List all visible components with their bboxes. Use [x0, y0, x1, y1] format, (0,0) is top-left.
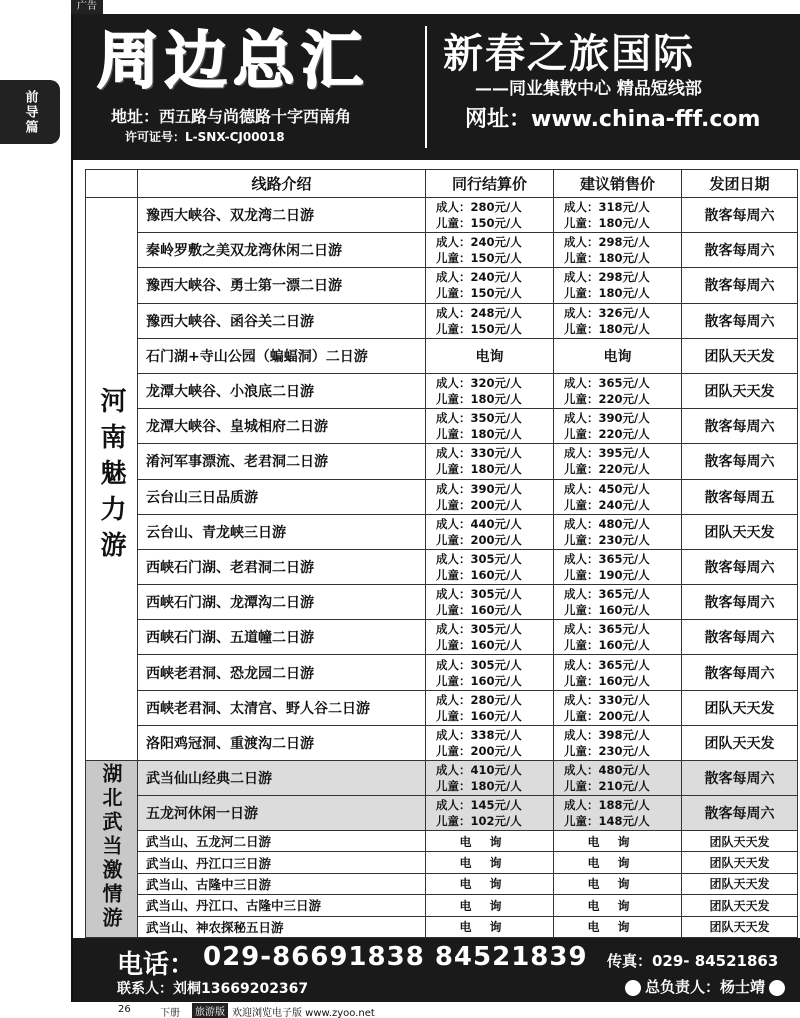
trade-price: [426, 690, 554, 725]
child-trade-price: 儿童：200元/人: [436, 532, 522, 547]
child-retail-price: 儿童：180元/人: [564, 251, 650, 266]
child-trade-price: 儿童：150元/人: [436, 286, 522, 301]
child-retail-price: 儿童：230元/人: [564, 743, 650, 758]
child-retail-price: 儿童：200元/人: [564, 708, 650, 723]
adult-retail-price: 成人：298元/人: [564, 235, 650, 250]
route-name: 豫西大峡谷、函谷关二日游: [138, 303, 426, 338]
adult-retail-price: 成人：480元/人: [564, 763, 650, 777]
table-row: [86, 479, 798, 514]
departure-schedule: 散客每周六: [682, 796, 798, 831]
route-name: 五龙河休闲一日游: [138, 796, 426, 831]
child-trade-price: 儿童：160元/人: [436, 673, 522, 688]
header-right: [429, 14, 800, 160]
route-name: 龙潭大峡谷、皇城相府二日游: [138, 409, 426, 444]
retail-price: [554, 303, 682, 338]
route-name: 龙潭大峡谷、小浪底二日游: [138, 373, 426, 408]
trade-price-inquiry: 电询: [426, 831, 554, 852]
fax-number: 传真：029- 84521863: [607, 952, 779, 970]
route-name: 淆河军事漂流、老君洞二日游: [138, 444, 426, 479]
fist-icon: [769, 980, 785, 996]
route-name: 西峡老君洞、太清宫、野人谷二日游: [138, 690, 426, 725]
route-name: 武当山、五龙河二日游: [138, 831, 426, 852]
table-row: [86, 725, 798, 760]
table-row: [86, 831, 798, 852]
logo-title: 周边总汇: [97, 24, 370, 97]
table-header-row: [86, 170, 798, 198]
table-row: [86, 444, 798, 479]
header-region: [86, 170, 138, 198]
departure-schedule: 团队天天发: [682, 725, 798, 760]
retail-price-inquiry: 电询: [554, 916, 682, 937]
child-retail-price: 儿童：220元/人: [564, 427, 650, 442]
ad-tag: 广告: [71, 0, 103, 14]
child-trade-price: 儿童：200元/人: [436, 743, 522, 758]
route-name: 武当仙山经典二日游: [138, 761, 426, 796]
child-trade-price: 儿童：200元/人: [436, 497, 522, 512]
route-name: 西峡石门湖、老君洞二日游: [138, 549, 426, 584]
adult-trade-price: 成人：410元/人: [436, 763, 522, 777]
adult-retail-price: 成人：395元/人: [564, 446, 650, 461]
trade-price: [426, 796, 554, 831]
route-name: 云台山、青龙峡三日游: [138, 514, 426, 549]
trade-price: [426, 655, 554, 690]
retail-price: [554, 444, 682, 479]
trade-price: [426, 514, 554, 549]
table-row: [86, 585, 798, 620]
trade-price: [426, 725, 554, 760]
trade-price: [426, 479, 554, 514]
table-row: [86, 761, 798, 796]
child-retail-price: 儿童：160元/人: [564, 603, 650, 618]
header-trade-price: 同行结算价: [426, 170, 554, 198]
adult-trade-price: 成人：320元/人: [436, 376, 522, 391]
contact-person: 联系人：刘桐13669202367: [117, 981, 309, 997]
departure-schedule: 团队天天发: [682, 852, 798, 873]
route-name: 西峡老君洞、恐龙园二日游: [138, 655, 426, 690]
adult-retail-price: 成人：365元/人: [564, 587, 650, 602]
adult-trade-price: 成人：350元/人: [436, 411, 522, 426]
child-trade-price: 儿童：160元/人: [436, 567, 522, 582]
departure-schedule: 散客每周六: [682, 409, 798, 444]
retail-price: [554, 514, 682, 549]
child-retail-price: 儿童：230元/人: [564, 532, 650, 547]
retail-price-inquiry: 电询: [554, 831, 682, 852]
address: 地址：西五路与尚德路十字西南角: [111, 107, 352, 126]
departure-schedule: 团队天天发: [682, 373, 798, 408]
phone-label: 电话：: [117, 950, 196, 980]
child-retail-price: 儿童：180元/人: [564, 321, 650, 336]
page-footer: [0, 1002, 800, 1018]
fist-icon: [625, 980, 641, 996]
retail-price: [554, 233, 682, 268]
child-trade-price: 儿童：160元/人: [436, 638, 522, 653]
section-tab[interactable]: 前导篇: [0, 80, 60, 144]
departure-schedule: 散客每周六: [682, 655, 798, 690]
retail-price: [554, 761, 682, 796]
route-name: 豫西大峡谷、勇士第一漂二日游: [138, 268, 426, 303]
retail-price: [554, 373, 682, 408]
route-name: 西峡石门湖、龙潭沟二日游: [138, 585, 426, 620]
adult-trade-price: 成人：280元/人: [436, 692, 522, 707]
trade-price-inquiry: 电询: [426, 916, 554, 937]
child-trade-price: 儿童：150元/人: [436, 321, 522, 336]
adult-retail-price: 成人：318元/人: [564, 200, 650, 215]
departure-schedule: 团队天天发: [682, 873, 798, 894]
trade-price: [426, 198, 554, 233]
adult-trade-price: 成人：330元/人: [436, 446, 522, 461]
route-name: 秦岭罗敷之美双龙湾休闲二日游: [138, 233, 426, 268]
child-retail-price: 儿童：240元/人: [564, 497, 650, 512]
table-row: [86, 796, 798, 831]
adult-trade-price: 成人：440元/人: [436, 516, 522, 531]
retail-price: [554, 690, 682, 725]
route-name: 武当山、丹江口、古隆中三日游: [138, 895, 426, 916]
retail-price-inquiry: 电询: [554, 852, 682, 873]
table-row: [86, 409, 798, 444]
retail-price: [554, 198, 682, 233]
adult-retail-price: 成人：365元/人: [564, 376, 650, 391]
ad-header: [73, 14, 800, 160]
departure-schedule: 团队天天发: [682, 690, 798, 725]
child-retail-price: 儿童：148元/人: [564, 814, 650, 828]
table-row: [86, 895, 798, 916]
retail-price: [554, 268, 682, 303]
trade-price: [426, 268, 554, 303]
table-row: [86, 373, 798, 408]
region-name: 河南魅力游: [96, 387, 126, 567]
manager-text: 总负责人：杨士靖: [645, 978, 766, 996]
manager: [621, 976, 789, 997]
adult-retail-price: 成人：450元/人: [564, 481, 650, 496]
table-row: [86, 549, 798, 584]
site-link[interactable]: 欢迎浏览电子版 www.zyoo.net: [232, 1008, 375, 1018]
brand-name: 新春之旅国际: [443, 31, 695, 77]
child-trade-price: 儿童：150元/人: [436, 251, 522, 266]
route-name: 武当山、神农探秘五日游: [138, 916, 426, 937]
adult-trade-price: 成人：240元/人: [436, 270, 522, 285]
table-row: [86, 198, 798, 233]
table-row: [86, 514, 798, 549]
table-row: [86, 655, 798, 690]
adult-retail-price: 成人：365元/人: [564, 551, 650, 566]
child-retail-price: 儿童：160元/人: [564, 638, 650, 653]
ad-page: [71, 14, 800, 1002]
adult-retail-price: 成人：390元/人: [564, 411, 650, 426]
adult-retail-price: 成人：398元/人: [564, 727, 650, 742]
child-retail-price: 儿童：190元/人: [564, 567, 650, 582]
adult-trade-price: 成人：240元/人: [436, 235, 522, 250]
adult-trade-price: 成人：145元/人: [436, 798, 522, 812]
trade-price: [426, 549, 554, 584]
trade-price: [426, 233, 554, 268]
child-trade-price: 儿童：180元/人: [436, 427, 522, 442]
trade-price-inquiry: 电询: [426, 852, 554, 873]
adult-trade-price: 成人：338元/人: [436, 727, 522, 742]
departure-schedule: 团队天天发: [682, 916, 798, 937]
adult-trade-price: 成人：305元/人: [436, 657, 522, 672]
child-retail-price: 儿童：220元/人: [564, 392, 650, 407]
adult-retail-price: 成人：330元/人: [564, 692, 650, 707]
departure-schedule: 散客每周六: [682, 620, 798, 655]
header-left: [73, 14, 425, 160]
trade-price: [426, 585, 554, 620]
table-row: [86, 873, 798, 894]
retail-price: [554, 585, 682, 620]
phone-numbers[interactable]: 029-86691838 84521839: [203, 942, 588, 972]
adult-trade-price: 成人：390元/人: [436, 481, 522, 496]
volume-label: 下册: [160, 1008, 180, 1018]
page-number: 26: [118, 1004, 131, 1015]
table-row: [86, 852, 798, 873]
child-retail-price: 儿童：180元/人: [564, 286, 650, 301]
child-retail-price: 儿童：210元/人: [564, 779, 650, 793]
departure-schedule: 散客每周六: [682, 761, 798, 796]
adult-retail-price: 成人：365元/人: [564, 622, 650, 637]
table-row: [86, 268, 798, 303]
trade-price: [426, 620, 554, 655]
brand-tagline: ——同业集散中心 精品短线部: [475, 79, 702, 99]
table-row: [86, 338, 798, 373]
trade-price-inquiry: 电询: [426, 895, 554, 916]
child-trade-price: 儿童：102元/人: [436, 814, 522, 828]
retail-price-inquiry: 电询: [554, 338, 682, 373]
child-retail-price: 儿童：160元/人: [564, 673, 650, 688]
retail-price: [554, 725, 682, 760]
route-name: 石门湖+寺山公园（蝙蝠洞）二日游: [138, 338, 426, 373]
header-departure: 发团日期: [682, 170, 798, 198]
adult-retail-price: 成人：365元/人: [564, 657, 650, 672]
adult-trade-price: 成人：280元/人: [436, 200, 522, 215]
adult-trade-price: 成人：305元/人: [436, 587, 522, 602]
departure-schedule: 散客每周六: [682, 268, 798, 303]
region-name: 湖北武当激情游: [99, 762, 123, 931]
adult-retail-price: 成人：188元/人: [564, 798, 650, 812]
departure-schedule: 散客每周六: [682, 233, 798, 268]
child-trade-price: 儿童：180元/人: [436, 462, 522, 477]
departure-schedule: 散客每周六: [682, 303, 798, 338]
website-link[interactable]: 网址：www.china-fff.com: [465, 107, 761, 132]
adult-retail-price: 成人：480元/人: [564, 516, 650, 531]
adult-trade-price: 成人：305元/人: [436, 551, 522, 566]
adult-retail-price: 成人：298元/人: [564, 270, 650, 285]
route-table: [85, 169, 798, 938]
region-cell: [86, 761, 138, 938]
child-trade-price: 儿童：180元/人: [436, 779, 522, 793]
ad-footer: [73, 938, 800, 1002]
trade-price: [426, 303, 554, 338]
departure-schedule: 团队天天发: [682, 514, 798, 549]
section-badge: 旅游版: [192, 1003, 228, 1018]
departure-schedule: 散客每周六: [682, 444, 798, 479]
adult-trade-price: 成人：305元/人: [436, 622, 522, 637]
region-cell: [86, 198, 138, 761]
trade-price: [426, 761, 554, 796]
route-name: 云台山三日品质游: [138, 479, 426, 514]
departure-schedule: 散客每周五: [682, 479, 798, 514]
trade-price-inquiry: 电询: [426, 873, 554, 894]
child-retail-price: 儿童：220元/人: [564, 462, 650, 477]
child-trade-price: 儿童：160元/人: [436, 708, 522, 723]
retail-price: [554, 796, 682, 831]
retail-price: [554, 479, 682, 514]
header-divider: [425, 26, 427, 148]
route-name: 武当山、丹江口三日游: [138, 852, 426, 873]
table-row: [86, 620, 798, 655]
header-retail-price: 建议销售价: [554, 170, 682, 198]
header-route: 线路介绍: [138, 170, 426, 198]
departure-schedule: 散客每周六: [682, 585, 798, 620]
route-name: 武当山、古隆中三日游: [138, 873, 426, 894]
table-row: [86, 690, 798, 725]
child-trade-price: 儿童：180元/人: [436, 392, 522, 407]
route-name: 豫西大峡谷、双龙湾二日游: [138, 198, 426, 233]
table-row: [86, 916, 798, 937]
route-name: 西峡石门湖、五道幢二日游: [138, 620, 426, 655]
trade-price: [426, 444, 554, 479]
retail-price-inquiry: 电询: [554, 873, 682, 894]
route-name: 洛阳鸡冠洞、重渡沟二日游: [138, 725, 426, 760]
trade-price: [426, 373, 554, 408]
child-retail-price: 儿童：180元/人: [564, 216, 650, 231]
departure-schedule: 团队天天发: [682, 338, 798, 373]
retail-price: [554, 620, 682, 655]
trade-price: [426, 409, 554, 444]
retail-price: [554, 655, 682, 690]
retail-price: [554, 409, 682, 444]
departure-schedule: 团队天天发: [682, 895, 798, 916]
retail-price-inquiry: 电询: [554, 895, 682, 916]
license-number: 许可证号：L-SNX-CJ00018: [125, 130, 285, 144]
departure-schedule: 散客每周六: [682, 549, 798, 584]
table-row: [86, 233, 798, 268]
departure-schedule: 团队天天发: [682, 831, 798, 852]
trade-price-inquiry: 电询: [426, 338, 554, 373]
child-trade-price: 儿童：160元/人: [436, 603, 522, 618]
departure-schedule: 散客每周六: [682, 198, 798, 233]
retail-price: [554, 549, 682, 584]
table-body: [86, 198, 798, 938]
child-trade-price: 儿童：150元/人: [436, 216, 522, 231]
adult-trade-price: 成人：248元/人: [436, 305, 522, 320]
adult-retail-price: 成人：326元/人: [564, 305, 650, 320]
table-row: [86, 303, 798, 338]
